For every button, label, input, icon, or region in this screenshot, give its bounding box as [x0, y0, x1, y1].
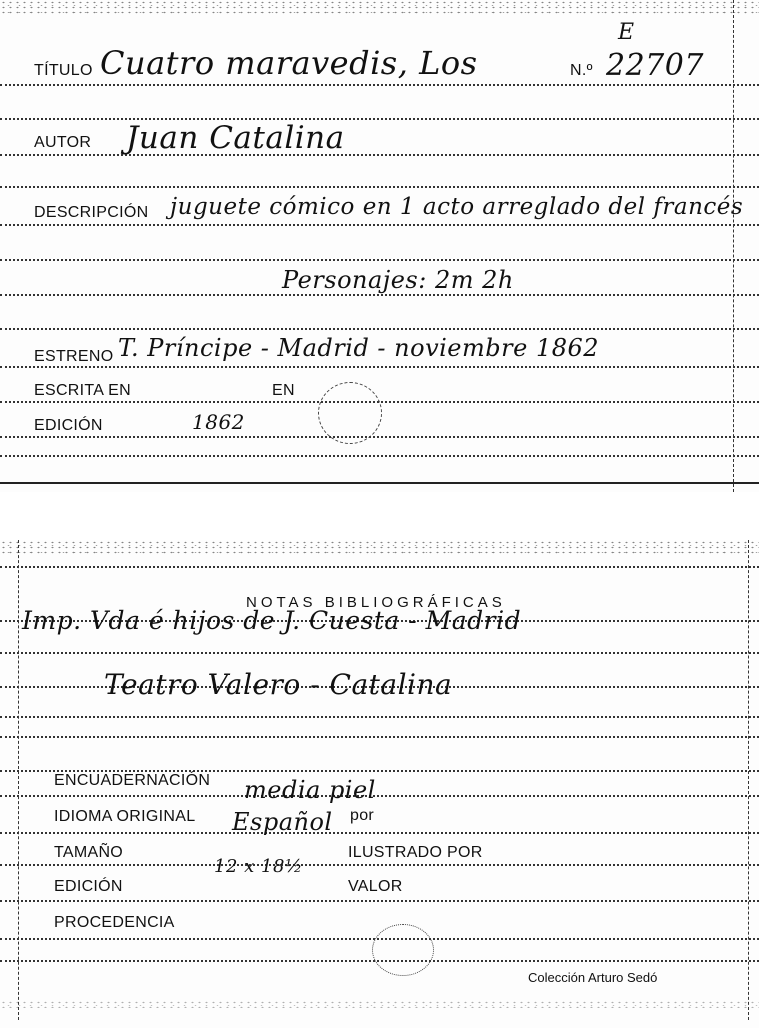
rule-line	[0, 455, 759, 457]
rule-line	[0, 795, 759, 797]
tamano-label: TAMAÑO	[54, 844, 124, 861]
card-top-edge	[0, 0, 759, 14]
rule-line	[0, 154, 759, 156]
card-bottom-edge	[0, 1000, 759, 1008]
card-left-edge	[18, 540, 21, 1020]
collection-name: Colección Arturo Sedó	[528, 970, 658, 985]
valor-label: VALOR	[348, 878, 403, 895]
estreno-label: ESTRENO	[34, 348, 114, 365]
catalog-card-back	[0, 540, 759, 1028]
numero-value: 22707	[606, 48, 704, 83]
rule-line	[0, 652, 759, 654]
card-right-edge	[748, 540, 751, 1020]
rule-line	[0, 328, 759, 330]
rule-line	[0, 224, 759, 226]
rule-line	[0, 832, 759, 834]
titulo-label: TÍTULO	[34, 62, 93, 79]
rule-line	[0, 84, 759, 86]
card-top-edge	[0, 540, 759, 554]
en-label: EN	[272, 382, 295, 399]
idioma-original-value: Español	[232, 808, 333, 836]
numero-label: N.º	[570, 62, 593, 79]
rule-line	[0, 186, 759, 188]
rule-line	[0, 566, 759, 568]
edicion-label: EDICIÓN	[34, 417, 103, 434]
rule-line	[0, 366, 759, 368]
notes-line-1: Imp. Vda é hijos de J. Cuesta - Madrid	[22, 606, 522, 635]
numero-prefix: E	[618, 20, 635, 45]
library-stamp	[372, 924, 434, 976]
encuadernacion-value: media piel	[244, 776, 376, 804]
edicion-back-label: EDICIÓN	[54, 878, 123, 895]
rule-line	[0, 118, 759, 120]
descripcion-value-line2: Personajes: 2m 2h	[282, 266, 514, 294]
rule-line	[0, 864, 759, 866]
tamano-value: 12 x 18½	[214, 856, 303, 877]
rule-line	[0, 900, 759, 902]
notes-line-2: Teatro Valero - Catalina	[104, 668, 453, 701]
escrita-en-label: ESCRITA EN	[34, 382, 131, 399]
encuadernacion-label: ENCUADERNACIÓN	[54, 772, 211, 789]
notas-bibliograficas-heading: NOTAS BIBLIOGRÁFICAS	[246, 594, 506, 611]
por-label: por	[350, 807, 375, 824]
descripcion-value-line1: juguete cómico en 1 acto arreglado del francés	[170, 194, 744, 220]
rule-line	[0, 736, 759, 738]
library-stamp	[318, 382, 382, 444]
descripcion-label: DESCRIPCIÓN	[34, 204, 149, 221]
titulo-value: Cuatro maravedis, Los	[100, 44, 478, 82]
ilustrado-por-label: ILUSTRADO POR	[348, 844, 483, 861]
card-right-edge	[733, 0, 736, 492]
estreno-value: T. Príncipe - Madrid - noviembre 1862	[118, 334, 600, 362]
card-bottom-edge	[0, 482, 759, 484]
idioma-original-label: IDIOMA ORIGINAL	[54, 808, 196, 825]
procedencia-label: PROCEDENCIA	[54, 914, 175, 931]
card-separator	[0, 492, 759, 540]
catalog-card-front	[0, 0, 759, 492]
edicion-value: 1862	[192, 410, 245, 434]
rule-line	[0, 259, 759, 261]
autor-value: Juan Catalina	[126, 120, 345, 156]
autor-label: AUTOR	[34, 134, 92, 151]
rule-line	[0, 294, 759, 296]
rule-line	[0, 436, 759, 438]
rule-line	[0, 716, 759, 718]
